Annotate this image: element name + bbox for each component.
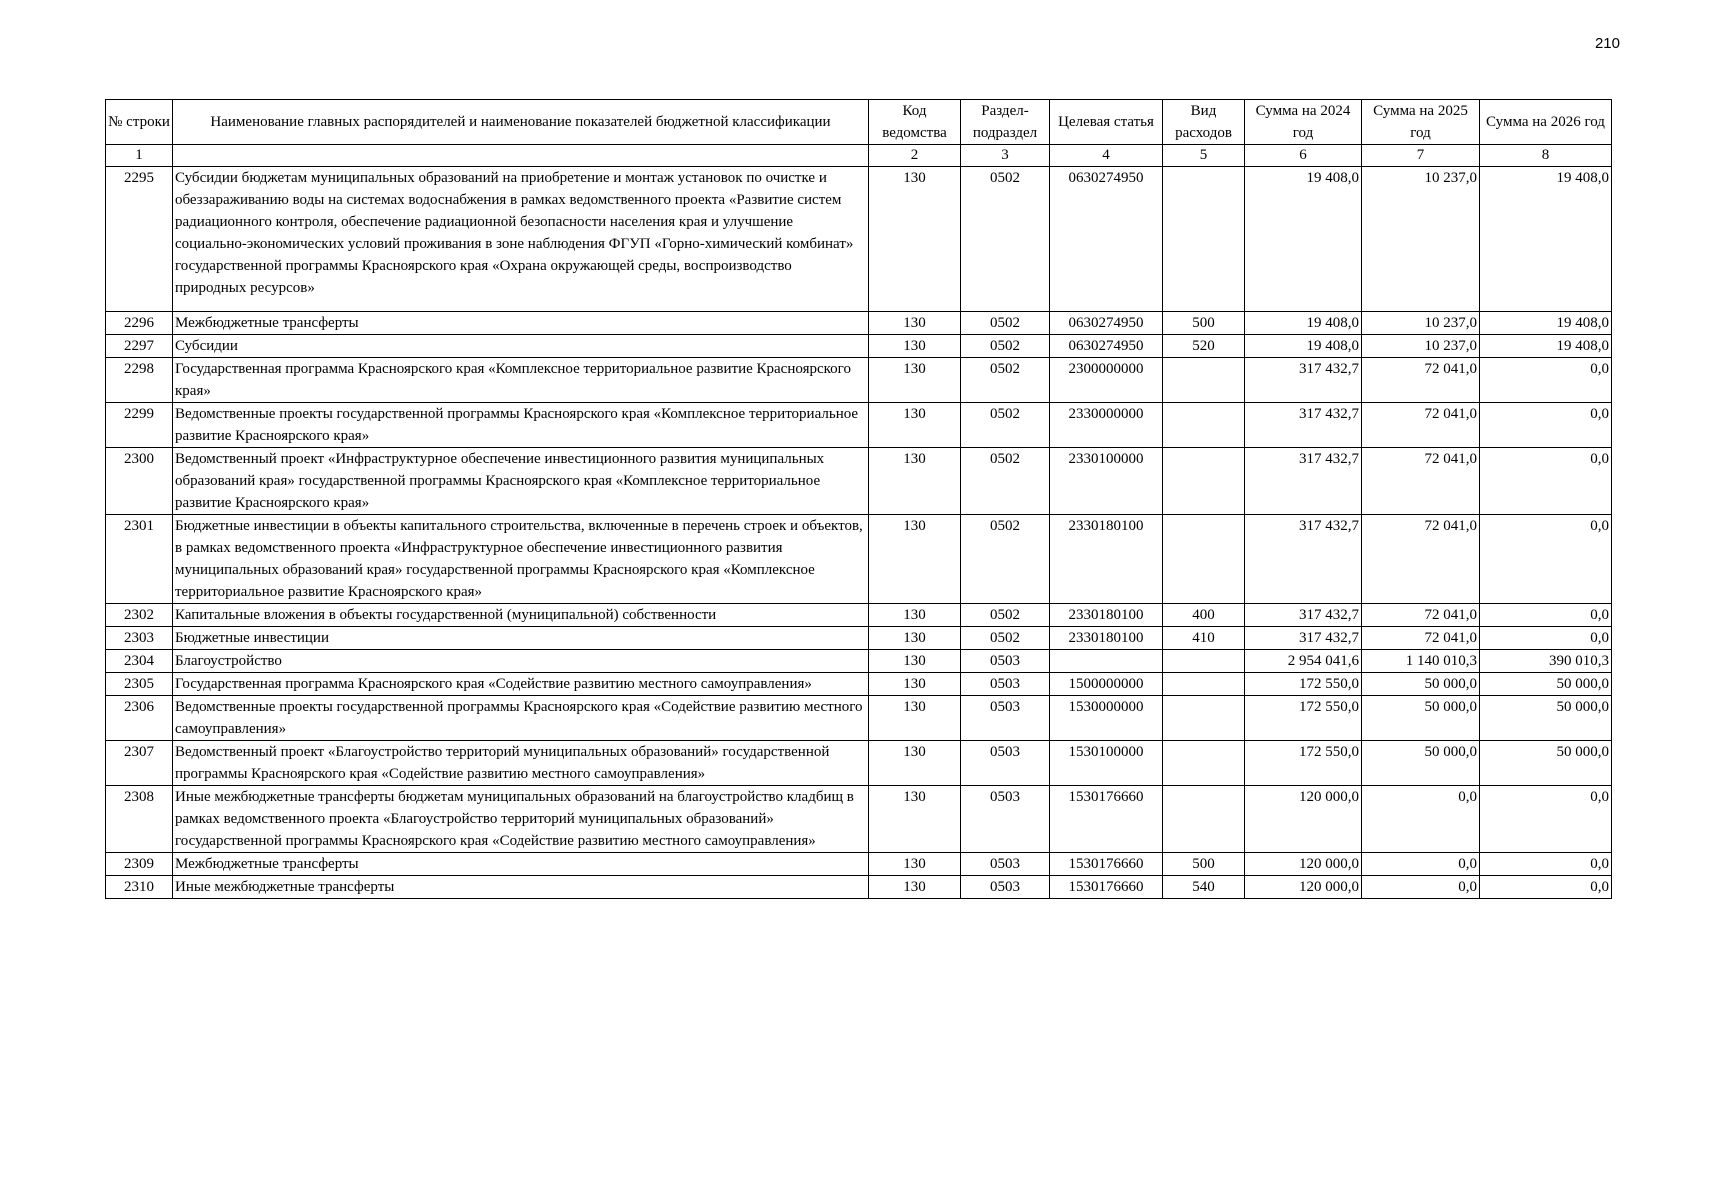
table-row [106, 403, 1612, 448]
row-number: 2296 [106, 312, 173, 335]
row-name: Межбюджетные трансферты [173, 312, 869, 335]
row-number: 2297 [106, 335, 173, 358]
dept-code: 130 [869, 448, 961, 515]
sum-2025: 10 237,0 [1362, 312, 1480, 335]
row-number: 2306 [106, 696, 173, 741]
sum-2024: 120 000,0 [1245, 853, 1362, 876]
table-row [106, 604, 1612, 627]
sum-2024: 317 432,7 [1245, 358, 1362, 403]
sum-2026: 0,0 [1480, 786, 1612, 853]
table-row [106, 167, 1612, 312]
sum-2026: 0,0 [1480, 403, 1612, 448]
page-number: 210 [1594, 35, 1620, 52]
sum-2025: 0,0 [1362, 786, 1480, 853]
expense-type [1163, 358, 1245, 403]
row-number: 2309 [106, 853, 173, 876]
dept-code: 130 [869, 853, 961, 876]
row-number: 2307 [106, 741, 173, 786]
row-number: 2305 [106, 673, 173, 696]
header-name: Наименование главных распорядителей и наименование показателей бюджетной классификации [173, 100, 869, 145]
section-code: 0502 [961, 358, 1050, 403]
section-code: 0502 [961, 335, 1050, 358]
row-name: Иные межбюджетные трансферты [173, 876, 869, 899]
sum-2025: 50 000,0 [1362, 696, 1480, 741]
sum-2024: 120 000,0 [1245, 876, 1362, 899]
sum-2025: 72 041,0 [1362, 358, 1480, 403]
header-sum-2026: Сумма на 2026 год [1480, 100, 1612, 145]
target-article: 1530000000 [1050, 696, 1163, 741]
sum-2024: 172 550,0 [1245, 696, 1362, 741]
dept-code: 130 [869, 786, 961, 853]
row-number: 2299 [106, 403, 173, 448]
table-row [106, 741, 1612, 786]
section-code: 0503 [961, 650, 1050, 673]
dept-code: 130 [869, 876, 961, 899]
row-number: 2302 [106, 604, 173, 627]
row-name: Бюджетные инвестиции [173, 627, 869, 650]
row-name: Государственная программа Красноярского края «Содействие развитию местного самоуправления» [173, 673, 869, 696]
dept-code: 130 [869, 696, 961, 741]
sum-2026: 50 000,0 [1480, 696, 1612, 741]
sum-2026: 0,0 [1480, 876, 1612, 899]
sum-2025: 1 140 010,3 [1362, 650, 1480, 673]
sum-2026: 0,0 [1480, 358, 1612, 403]
row-number: 2301 [106, 515, 173, 604]
target-article: 1500000000 [1050, 673, 1163, 696]
dept-code: 130 [869, 627, 961, 650]
sum-2026: 19 408,0 [1480, 312, 1612, 335]
section-code: 0502 [961, 312, 1050, 335]
header-sum-2025: Сумма на 2025 год [1362, 100, 1480, 145]
column-number: 8 [1480, 145, 1612, 167]
expense-type [1163, 650, 1245, 673]
sum-2025: 50 000,0 [1362, 741, 1480, 786]
expense-type: 400 [1163, 604, 1245, 627]
column-number-row [106, 145, 1612, 167]
target-article [1050, 650, 1163, 673]
sum-2026: 50 000,0 [1480, 741, 1612, 786]
section-code: 0503 [961, 853, 1050, 876]
section-code: 0503 [961, 673, 1050, 696]
sum-2026: 19 408,0 [1480, 335, 1612, 358]
sum-2025: 0,0 [1362, 876, 1480, 899]
dept-code: 130 [869, 403, 961, 448]
dept-code: 130 [869, 358, 961, 403]
expense-type: 500 [1163, 312, 1245, 335]
row-name: Иные межбюджетные трансферты бюджетам муниципальных образований на благоустройство кладбищ в рамках ведомственного проекта «Благоустройство территорий муниципальных образований» государственной программы Красноярского края «Содействие развитию местного самоуправления» [173, 786, 869, 853]
table-row [106, 515, 1612, 604]
row-number: 2308 [106, 786, 173, 853]
row-name: Бюджетные инвестиции в объекты капитального строительства, включенные в перечень строек и объектов, в рамках ведомственного проекта «Инфраструктурное обеспечение инвестиционного развития муниципальных образований края» государственной программы Красноярского края «Комплексное территориальное развитие Красноярского края» [173, 515, 869, 604]
sum-2024: 317 432,7 [1245, 604, 1362, 627]
sum-2026: 0,0 [1480, 515, 1612, 604]
sum-2025: 72 041,0 [1362, 403, 1480, 448]
column-number: 6 [1245, 145, 1362, 167]
sum-2025: 50 000,0 [1362, 673, 1480, 696]
section-code: 0502 [961, 604, 1050, 627]
header-row [106, 100, 1612, 145]
row-name: Ведомственный проект «Инфраструктурное обеспечение инвестиционного развития муниципальных образований края» государственной программы Красноярского края «Комплексное территориальное развитие Красноярского края» [173, 448, 869, 515]
table-row [106, 358, 1612, 403]
row-number: 2295 [106, 167, 173, 312]
expense-type [1163, 403, 1245, 448]
table-row [106, 448, 1612, 515]
table-row [106, 335, 1612, 358]
expense-type [1163, 448, 1245, 515]
section-code: 0502 [961, 627, 1050, 650]
row-name: Государственная программа Красноярского края «Комплексное территориальное развитие Красноярского края» [173, 358, 869, 403]
sum-2026: 0,0 [1480, 853, 1612, 876]
expense-type [1163, 786, 1245, 853]
sum-2024: 19 408,0 [1245, 167, 1362, 312]
expense-type: 410 [1163, 627, 1245, 650]
sum-2025: 72 041,0 [1362, 448, 1480, 515]
row-name: Ведомственный проект «Благоустройство территорий муниципальных образований» государственной программы Красноярского края «Содействие развитию местного самоуправления» [173, 741, 869, 786]
row-name: Субсидии [173, 335, 869, 358]
section-code: 0502 [961, 515, 1050, 604]
header-target-article: Целевая статья [1050, 100, 1163, 145]
dept-code: 130 [869, 673, 961, 696]
row-name: Капитальные вложения в объекты государственной (муниципальной) собственности [173, 604, 869, 627]
sum-2024: 317 432,7 [1245, 403, 1362, 448]
sum-2024: 172 550,0 [1245, 673, 1362, 696]
header-expense-type: Вид расходов [1163, 100, 1245, 145]
sum-2026: 390 010,3 [1480, 650, 1612, 673]
target-article: 2330000000 [1050, 403, 1163, 448]
dept-code: 130 [869, 335, 961, 358]
expense-type [1163, 741, 1245, 786]
column-number: 4 [1050, 145, 1163, 167]
row-name: Межбюджетные трансферты [173, 853, 869, 876]
row-number: 2298 [106, 358, 173, 403]
table-row [106, 673, 1612, 696]
target-article: 1530100000 [1050, 741, 1163, 786]
dept-code: 130 [869, 167, 961, 312]
target-article: 0630274950 [1050, 167, 1163, 312]
dept-code: 130 [869, 515, 961, 604]
expense-type [1163, 167, 1245, 312]
sum-2024: 2 954 041,6 [1245, 650, 1362, 673]
expense-type: 500 [1163, 853, 1245, 876]
target-article: 0630274950 [1050, 312, 1163, 335]
row-name: Ведомственные проекты государственной программы Красноярского края «Комплексное территориальное развитие Красноярского края» [173, 403, 869, 448]
row-name: Благоустройство [173, 650, 869, 673]
target-article: 2330180100 [1050, 515, 1163, 604]
column-number: 7 [1362, 145, 1480, 167]
expense-type [1163, 696, 1245, 741]
expense-type [1163, 515, 1245, 604]
sum-2025: 10 237,0 [1362, 167, 1480, 312]
target-article: 2330180100 [1050, 627, 1163, 650]
sum-2026: 19 408,0 [1480, 167, 1612, 312]
budget-table [105, 99, 1612, 899]
dept-code: 130 [869, 312, 961, 335]
sum-2026: 50 000,0 [1480, 673, 1612, 696]
table-row [106, 627, 1612, 650]
sum-2025: 10 237,0 [1362, 335, 1480, 358]
expense-type [1163, 673, 1245, 696]
sum-2024: 19 408,0 [1245, 335, 1362, 358]
table-body [106, 167, 1612, 899]
dept-code: 130 [869, 650, 961, 673]
dept-code: 130 [869, 741, 961, 786]
sum-2026: 0,0 [1480, 604, 1612, 627]
row-number: 2310 [106, 876, 173, 899]
row-name: Ведомственные проекты государственной программы Красноярского края «Содействие развитию местного самоуправления» [173, 696, 869, 741]
header-row-no: № строки [106, 100, 173, 145]
target-article: 1530176660 [1050, 786, 1163, 853]
expense-type: 540 [1163, 876, 1245, 899]
section-code: 0503 [961, 696, 1050, 741]
row-name: Субсидии бюджетам муниципальных образований на приобретение и монтаж установок по очистке и обеззараживанию воды на системах водоснабжения в рамках ведомственного проекта «Развитие систем радиационного контроля, обеспечение радиационной безопасности населения края и улучшение социально-экономических условий проживания в зоне наблюдения ФГУП «Горно-химический комбинат» государственной программы Красноярского края «Охрана окружающей среды, воспроизводство природных ресурсов» [173, 167, 869, 312]
sum-2025: 72 041,0 [1362, 515, 1480, 604]
table-row [106, 696, 1612, 741]
header-dept-code: Код ведомства [869, 100, 961, 145]
header-sum-2024: Сумма на 2024 год [1245, 100, 1362, 145]
sum-2024: 317 432,7 [1245, 627, 1362, 650]
section-code: 0503 [961, 786, 1050, 853]
target-article: 2330180100 [1050, 604, 1163, 627]
section-code: 0503 [961, 876, 1050, 899]
row-number: 2300 [106, 448, 173, 515]
expense-type: 520 [1163, 335, 1245, 358]
section-code: 0503 [961, 741, 1050, 786]
sum-2024: 120 000,0 [1245, 786, 1362, 853]
column-number: 3 [961, 145, 1050, 167]
section-code: 0502 [961, 403, 1050, 448]
target-article: 1530176660 [1050, 876, 1163, 899]
sum-2025: 0,0 [1362, 853, 1480, 876]
sum-2024: 172 550,0 [1245, 741, 1362, 786]
sum-2026: 0,0 [1480, 448, 1612, 515]
table-row [106, 853, 1612, 876]
sum-2024: 317 432,7 [1245, 448, 1362, 515]
section-code: 0502 [961, 448, 1050, 515]
header-section: Раздел-подраздел [961, 100, 1050, 145]
table-row [106, 312, 1612, 335]
target-article: 2330100000 [1050, 448, 1163, 515]
column-number: 1 [106, 145, 173, 167]
sum-2026: 0,0 [1480, 627, 1612, 650]
row-number: 2304 [106, 650, 173, 673]
target-article: 1530176660 [1050, 853, 1163, 876]
column-number: 2 [869, 145, 961, 167]
table-row [106, 786, 1612, 853]
dept-code: 130 [869, 604, 961, 627]
row-number: 2303 [106, 627, 173, 650]
section-code: 0502 [961, 167, 1050, 312]
target-article: 0630274950 [1050, 335, 1163, 358]
sum-2024: 19 408,0 [1245, 312, 1362, 335]
table-row [106, 650, 1612, 673]
sum-2025: 72 041,0 [1362, 627, 1480, 650]
column-number: 5 [1163, 145, 1245, 167]
table-row [106, 876, 1612, 899]
sum-2025: 72 041,0 [1362, 604, 1480, 627]
sum-2024: 317 432,7 [1245, 515, 1362, 604]
target-article: 2300000000 [1050, 358, 1163, 403]
